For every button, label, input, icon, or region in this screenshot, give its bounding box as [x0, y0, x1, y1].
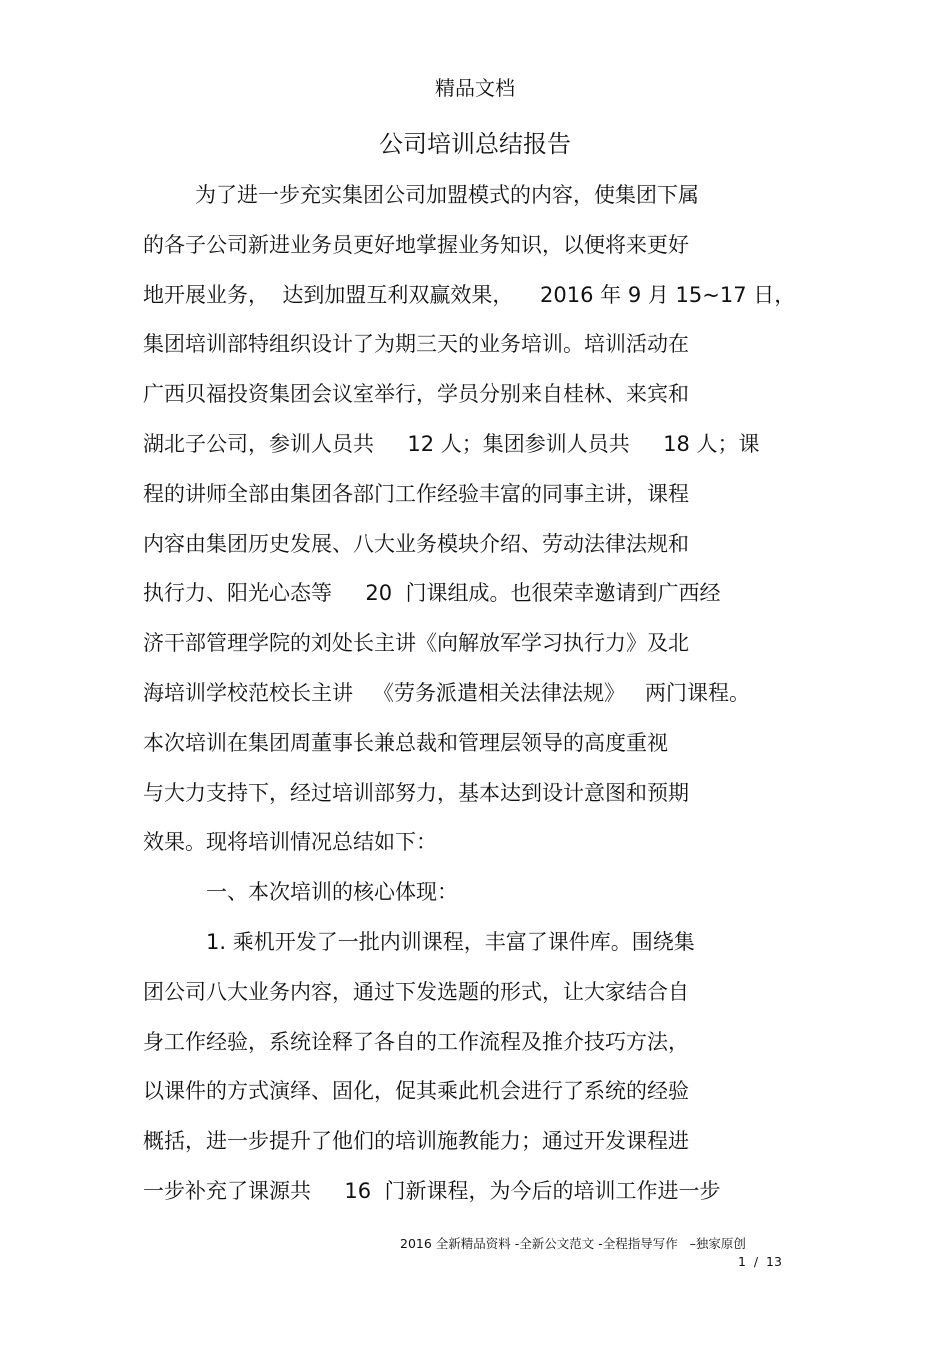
document-header: 精品文档: [435, 76, 515, 100]
body-text-line: 身工作经验，系统诠释了各自的工作流程及推介技巧方法，: [143, 1030, 689, 1054]
body-text-line: 一步补充了课源共 16 门新课程，为今后的培训工作进一步: [143, 1179, 721, 1203]
body-text-line: 效果。现将培训情况总结如下：: [143, 830, 437, 854]
body-text-line: 程的讲师全部由集团各部门工作经验丰富的同事主讲，课程: [143, 482, 689, 506]
body-text-line: 一、本次培训的核心体现：: [206, 880, 458, 904]
body-text-line: 1. 乘机开发了一批内训课程，丰富了课件库。围绕集: [206, 930, 695, 954]
body-text-line: 集团培训部特组织设计了为期三天的业务培训。培训活动在: [143, 332, 689, 356]
body-text-line: 济干部管理学院的刘处长主讲《向解放军学习执行力》及北: [143, 631, 689, 655]
body-text-line: 广西贝福投资集团会议室举行，学员分别来自桂林、来宾和: [143, 382, 689, 406]
document-title: 公司培训总结报告: [379, 130, 571, 158]
body-text-line: 概括，进一步提升了他们的培训施教能力；通过开发课程进: [143, 1129, 689, 1153]
document-footer: 2016 全新精品资料 -全新公文范文 -全程指导写作 –独家原创: [400, 1236, 746, 1251]
body-text-line: 湖北子公司，参训人员共 12 人；集团参训人员共 18 人；课: [143, 432, 760, 456]
body-text-line: 内容由集团历史发展、八大业务模块介绍、劳动法律法规和: [143, 532, 689, 556]
body-text-line: 团公司八大业务内容，通过下发选题的形式，让大家结合自: [143, 980, 689, 1004]
page-number: 1 / 13: [738, 1254, 782, 1269]
body-text-line: 执行力、阳光心态等 20 门课组成。也很荣幸邀请到广西经: [143, 581, 721, 605]
body-text-line: 为了进一步充实集团公司加盟模式的内容，使集团下属: [195, 183, 699, 207]
body-text-line: 海培训学校范校长主讲 《劳务派遣相关法律法规》 两门课程。: [143, 681, 751, 705]
body-text-line: 地开展业务， 达到加盟互利双赢效果， 2016 年 9 月 15~17 日，: [143, 283, 796, 307]
body-text-line: 本次培训在集团周董事长兼总裁和管理层领导的高度重视: [143, 731, 668, 755]
body-text-line: 以课件的方式演绎、固化，促其乘此机会进行了系统的经验: [143, 1079, 689, 1103]
body-text-line: 的各子公司新进业务员更好地掌握业务知识，以便将来更好: [143, 233, 689, 257]
body-text-line: 与大力支持下，经过培训部努力，基本达到设计意图和预期: [143, 781, 689, 805]
